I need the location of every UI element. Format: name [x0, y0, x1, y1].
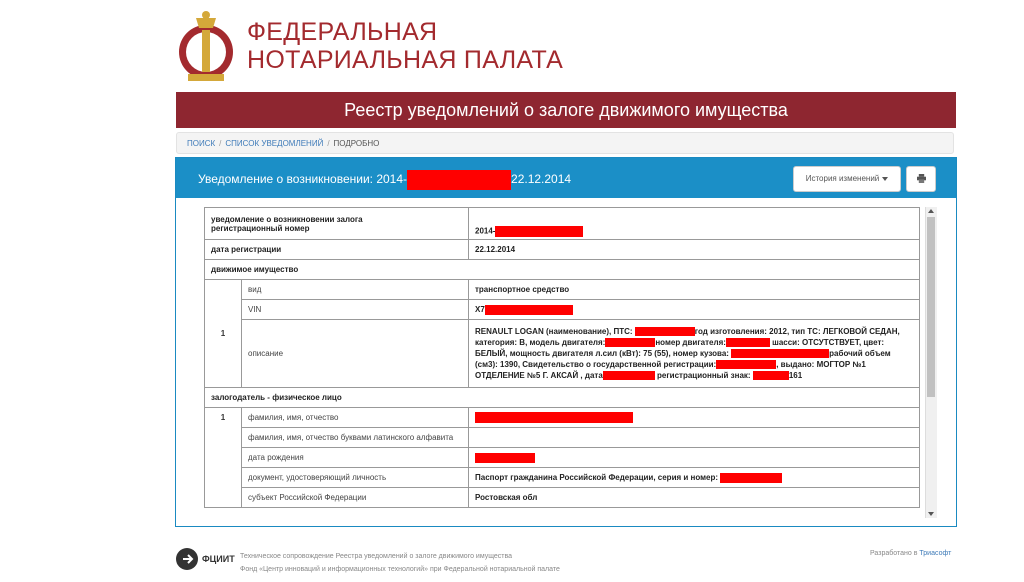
type-value: транспортное средство [469, 280, 920, 300]
table-row [205, 300, 920, 320]
reg-number-prefix: 2014- [475, 226, 496, 236]
full-name-label: фамилия, имя, отчество [242, 408, 469, 428]
region-label: субъект Российской Федерации [242, 488, 469, 508]
reg-date-label: дата регистрации [205, 240, 469, 260]
notice-type-title: уведомление о возникновении залога [211, 214, 363, 224]
id-document-text: Паспорт гражданина Российской Федерации, серия и номер: [475, 472, 721, 482]
vin-prefix: X7 [475, 304, 485, 314]
latin-name-value [469, 428, 920, 448]
birth-date-value [469, 448, 920, 468]
breadcrumb-list-link[interactable]: СПИСОК УВЕДОМЛЕНИЙ [225, 139, 324, 148]
id-document-value [469, 468, 920, 488]
brand-title[interactable] [247, 18, 563, 74]
movable-property-section: движимое имущество [205, 260, 920, 280]
notice-title-prefix: Уведомление о возникновении: 2014- [198, 172, 408, 187]
fciit-logo-icon [176, 548, 198, 570]
breadcrumb-separator: / [219, 139, 222, 148]
notice-panel [175, 157, 957, 527]
breadcrumb-separator: / [327, 139, 330, 148]
table-row [205, 208, 920, 240]
notice-title [198, 170, 571, 190]
redaction [716, 360, 776, 369]
brand-line-1: ФЕДЕРАЛЬНАЯ [247, 18, 438, 46]
region-value: Ростовская обл [469, 488, 920, 508]
table-row [205, 488, 920, 508]
redaction [475, 453, 535, 463]
footer-info [240, 550, 560, 576]
description-text: регистрационный знак: [654, 371, 753, 380]
vin-label: VIN [242, 300, 469, 320]
breadcrumb [176, 132, 954, 154]
description-text: номер двигателя: [655, 338, 726, 347]
table-row [205, 320, 920, 388]
redaction [720, 473, 782, 483]
redaction [603, 371, 655, 380]
vin-value [469, 300, 920, 320]
brand-line-2: НОТАРИАЛЬНАЯ ПАЛАТА [247, 46, 564, 74]
scroll-down-arrow-icon[interactable] [928, 512, 934, 516]
table-row [205, 408, 920, 428]
notary-chamber-emblem [175, 8, 237, 86]
scroll-up-arrow-icon[interactable] [928, 209, 934, 213]
birth-date-label: дата рождения [242, 448, 469, 468]
reg-number-label: регистрационный номер [211, 223, 310, 233]
redaction [475, 412, 633, 423]
table-row [205, 388, 920, 408]
panel-header [176, 158, 956, 198]
description-text: , выдано: МОГТОР №1 ОТДЕЛЕНИЕ №5 Г. АКСАЙ , дата [475, 360, 866, 380]
fciit-logo-text: ФЦИИТ [202, 554, 235, 564]
notice-title-date: 22.12.2014 [511, 172, 572, 187]
table-row [205, 260, 920, 280]
table-row [205, 280, 920, 300]
footer-line-1: Техническое сопровождение Реестра уведомлений о залоге движимого имущества [240, 553, 513, 560]
redaction [726, 338, 770, 347]
table-row [205, 240, 920, 260]
developer-link[interactable]: Триасофт [919, 550, 952, 557]
description-text: 161 [788, 371, 803, 380]
notice-details-scroll[interactable] [201, 207, 951, 518]
vertical-scrollbar[interactable] [925, 207, 937, 518]
notice-type-cell [205, 208, 469, 240]
table-row [205, 448, 920, 468]
description-value [469, 320, 920, 388]
latin-name-label: фамилия, имя, отчество буквами латинского алфавита [242, 428, 469, 448]
reg-number-value [469, 208, 920, 240]
pledgor-section: залогодатель - физическое лицо [205, 388, 920, 408]
full-name-value [469, 408, 920, 428]
description-text: год изготовления: 2012, тип ТС: ЛЕГКОВОЙ СЕДАН, категория: В, модель двигателя: [475, 327, 900, 347]
history-button-label: История изменений [805, 174, 880, 183]
description-text: RENAULT LOGAN (наименование), ПТС: [475, 327, 635, 336]
breadcrumb-search-link[interactable]: ПОИСК [187, 139, 216, 148]
description-text: рабочий объем (см3): 1390, Свидетельство о государственной регистрации: [475, 349, 891, 369]
type-label: вид [242, 280, 469, 300]
redaction [753, 371, 789, 380]
history-button[interactable] [793, 166, 901, 192]
print-icon [917, 174, 926, 183]
notice-details-table [204, 207, 920, 508]
id-document-label: документ, удостоверяющий личность [242, 468, 469, 488]
developer-label: Разработано в [870, 550, 918, 557]
redaction [635, 327, 695, 336]
redaction [731, 349, 829, 358]
scrollbar-thumb[interactable] [927, 217, 935, 397]
table-row [205, 428, 920, 448]
property-number: 1 [205, 280, 242, 388]
description-text: шасси: ОТСУТСТВУЕТ, цвет: БЕЛЫЙ, мощность двигателя л.сил (кВт): 75 (55), номер кузова: [475, 338, 885, 358]
reg-date-value: 22.12.2014 [469, 240, 920, 260]
registry-banner: Реестр уведомлений о залоге движимого имущества [176, 92, 956, 128]
developer-credit [870, 550, 951, 557]
redaction [407, 170, 511, 190]
redaction [605, 338, 655, 347]
pledgor-number: 1 [205, 408, 242, 508]
site-header [175, 8, 595, 88]
table-row [205, 468, 920, 488]
print-button[interactable] [906, 166, 936, 192]
description-label: описание [242, 320, 469, 388]
redaction [495, 226, 583, 237]
redaction [485, 305, 573, 315]
breadcrumb-current: ПОДРОБНО [333, 139, 380, 148]
footer-line-2: Фонд «Центр инноваций и информационных технологий» при Федеральной нотариальной палате [240, 566, 560, 573]
caret-down-icon [882, 177, 888, 181]
